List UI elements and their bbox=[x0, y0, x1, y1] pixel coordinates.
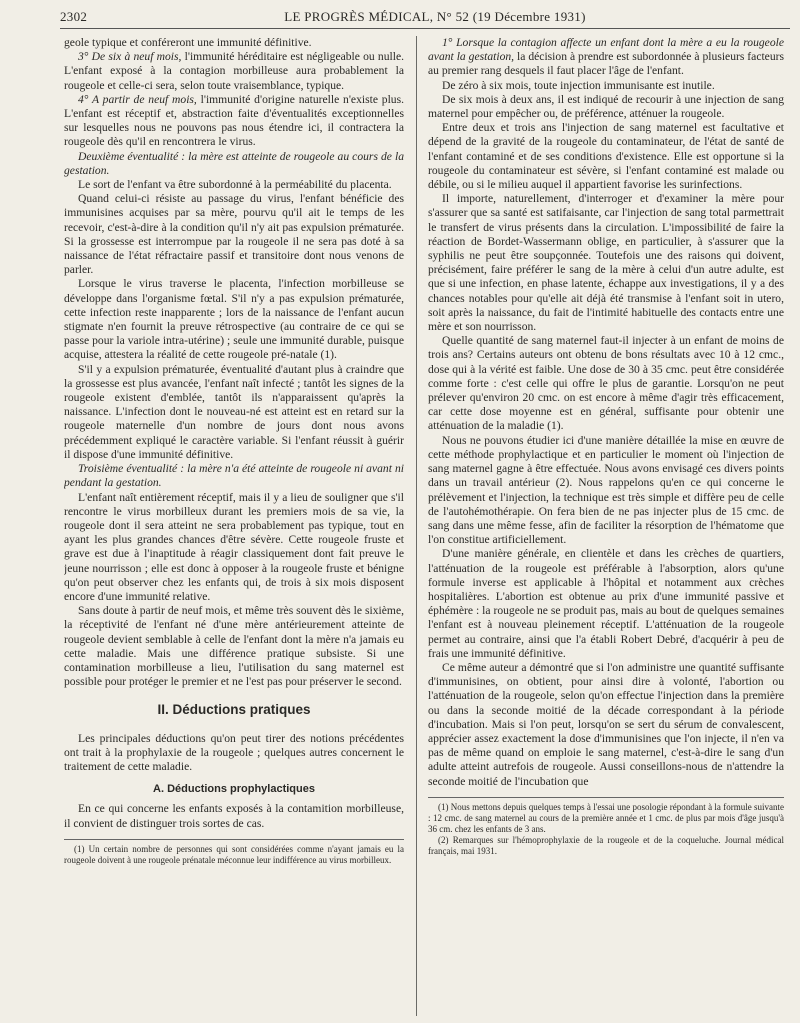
subsection-title: A. Déductions prophylactiques bbox=[153, 783, 315, 796]
paragraph-lead: 1° Lorsque la contagion affecte un enfant dont la mère a eu la rougeole avant la gestation, bbox=[428, 36, 784, 64]
footnote: (1) Nous mettons depuis quelques temps à l'essai une posologie répondant à la formule suivante : 12 cmc. de sang maternel au cours de la première année et 1 cmc. de plus par mois d'âge jusqu'à 36 cm. chez les enfants de 3 ans. bbox=[428, 801, 784, 834]
footnote: (2) Remarques sur l'hémoprophylaxie de la rougeole et de la coqueluche. Journal médical français, mai 1931. bbox=[428, 834, 784, 856]
right-column bbox=[428, 36, 784, 1016]
paragraph: De zéro à six mois, toute injection immunisante est inutile. bbox=[442, 78, 715, 92]
paragraph: Sans doute à partir de neuf mois, et même très souvent dès le sixième, la réceptivité de l'enfant né d'une mère antérieurement atteinte de rougeole devient semblable à celle de l'enfant dont la mère n'a jamais eu cette maladie. Mais une différence pratique subsiste. Si une contamination morbilleuse a lieu, l'utilisation du sang maternel est possible pour protéger le premier et ne l'est pas pour préserver le second. bbox=[64, 604, 404, 689]
paragraph: Nous ne pouvons étudier ici d'une manière détaillée la mise en œuvre de cette méthode prophylactique et en particulier le moment où l'injection de sang maternel gagne à être effectuée. Nous avons envisagé ces divers points dans un travail antérieur (2). Nous rappelons qu'en ce qui concerne le prélèvement et l'injection, la technique est très simple et diffère peu de celle de l'autohémothérapie. On fera bien de ne pas injecter plus de 15 cmc. de sang dans une même fesse, afin de faciliter la résorption de l'hématome que l'on constitue artificiellement. bbox=[428, 433, 784, 547]
paragraph: Lorsque le virus traverse le placenta, l'infection morbilleuse se développe dans l'organisme fœtal. S'il n'y a pas expulsion prématurée, cette infection reste inapparente ; lors de la naissance de l'enfant aucun stigmate n'en fournit la preuve rétrospective (au contraire de ce qui se passe pour la variole intra-utérine) ; seule une immunité durable, puisque acquise, attestera la réalité de cette rougeole pré-natale (1). bbox=[64, 277, 404, 362]
section-title: II. Déductions pratiques bbox=[157, 702, 311, 718]
paragraph bbox=[64, 50, 404, 93]
column-divider bbox=[416, 36, 417, 1016]
paragraph-text: la décision à prendre est subordonnée à plusieurs facteurs au premier rang desquels il faut placer l'âge de l'enfant. bbox=[428, 50, 784, 78]
page-number: 2302 bbox=[60, 9, 88, 24]
paragraph: geole typique et conféreront une immunité définitive. bbox=[64, 36, 312, 49]
paragraph: Il importe, naturellement, d'interroger et d'examiner la mère pour s'assurer que sa santé est satifaisante, car l'injection de sang total parmettrait le transfert de virus présents dans la circulation. L'impossibilité de faire la réaction de Bordet-Wassermann oblige, en particulier, à s'assurer que la syphilis ne peut être soupçonnée. Toutefois une des raisons qui doivent, précisément, faire préférer le sang de la mère à celui d'un autre adulte, est que si une infection, en phase latente, échappe aux investigations, il y a des chances notables pour qu'elle ait déjà été transmise à l'enfant soit in utero, soit après la naissance, du fait de l'intimité habituelle des contacts entre une mère et son nourrisson. bbox=[428, 192, 784, 334]
paragraph: L'enfant naît entièrement réceptif, mais il y a lieu de souligner que s'il rencontre le virus morbilleux durant les premiers mois de sa vie, la rougeole dont il sera atteint ne sera probablement pas typique, tout en ayant les plus grandes chances d'être sévère. Cette rougeole fruste et grave est due à l'inaptitude à réagir classiquement dont fait preuve le jeune nourrisson ; elle est donc à opposer à la rougeole fruste et bénigne qu'on peut observer chez les enfants qui, de trois à six mois disposent encore d'une immunité relative. bbox=[64, 490, 404, 603]
footnotes bbox=[64, 839, 404, 866]
paragraph: De six mois à deux ans, il est indiqué de recourir à une injection de sang maternel pour empêcher ou, de préférence, atténuer la rougeole. bbox=[428, 92, 784, 121]
paragraph: En ce qui concerne les enfants exposés à la contamition morbilleuse, il convient de distinguer trois sortes de cas. bbox=[64, 802, 404, 830]
case-heading: Troisième éventualité : la mère n'a été atteinte de rougeole ni avant ni pendant la gestation. bbox=[64, 462, 404, 490]
paragraph-text: l'immunité d'origine naturelle n'existe plus. L'enfant est réceptif et, abstraction faite d'éventualités exceptionnelles sur lesquelles nous ne pouvons pas nous étendre ici, il contractera la rougeole dès qu'il en rencontrera le virus. bbox=[64, 92, 404, 149]
footnote: (1) Un certain nombre de personnes qui sont considérées comme n'ayant jamais eu la rougeole doivent à une rougeole prénatale méconnue leur indifférence au virus morbilleux. bbox=[64, 843, 404, 865]
paragraph-lead: 4° A partir de neuf mois, bbox=[78, 92, 197, 106]
paragraph bbox=[428, 36, 784, 79]
paragraph: D'une manière générale, en clientèle et dans les crèches de quartiers, l'atténuation de la rougeole est préférable à l'absorption, alors qu'une formule inverse est applicable à l'hôpital et notamment aux crèches hospitalières. L'abortion est obtenue au prix d'une immunité passive et éphémère : la rougeole ne se produit pas, mais au bout de quelques semaines l'enfant est à nouveau pleinement réceptif. L'atténuation de la rougeole permet au contraire, ainsi que l'a établi Robert Debré, d'acquérir à peu de frais une immunité définitive. bbox=[428, 547, 784, 660]
paragraph-lead: 3° De six à neuf mois, bbox=[78, 50, 182, 64]
left-column bbox=[64, 36, 404, 1016]
paragraph: Ce même auteur a démontré que si l'on administre une quantité suffisante d'immunisines, on obtient, pour ainsi dire à volonté, l'abortion ou l'atténuation de la rougeole, selon qu'on effectue l'injection dans la première ou dans la seconde moitié de la décade correspondant à la période d'incubation. Mais si l'on peut, lorsqu'on se sert du sérum de convalescent, apprécier assez exactement la dose d'immunisines que l'on injecte, il n'en va pas de même quand on emploie le sang maternel, c'est-à-dire le sang d'un adulte atteint autrefois de rougeole. Aussi conseillons-nous de n'attendre la seconde moitié de l'incubation que bbox=[428, 660, 784, 788]
paragraph bbox=[64, 93, 404, 150]
running-title: LE PROGRÈS MÉDICAL, N° 52 (19 Décembre 1931) bbox=[284, 9, 586, 24]
paragraph: Quand celui-ci résiste au passage du virus, l'enfant bénéficie des immunisines acquises par sa mère, pourvu qu'il ait le temps de les recevoir, c'est-à-dire à la condition qu'il n'y ait pas expulsion prématurée. Si la grossesse est interrompue par la rougeole il ne sera pas doté à sa naissance de l'état réfractaire passif et transitoire dont nous venons de parler. bbox=[64, 192, 404, 277]
case-heading: Deuxième éventualité : la mère est atteinte de rougeole au cours de la gestation. bbox=[64, 149, 404, 177]
paragraph: Le sort de l'enfant va être subordonné à la perméabilité du placenta. bbox=[78, 178, 392, 192]
paragraph: Quelle quantité de sang maternel faut-il injecter à un enfant de moins de trois ans? Certains auteurs ont obtenu de bons résultats avec 10 à 12 cmc., dose qui à la vérité est faible. Une dose de 30 à 35 cmc. peut être considérée comme forte : c'est celle qui offre le plus de garantie. Lorsqu'on ne peut prélever qu'environ 20 cmc. on est encore à même d'agir très efficacement, car cette dose moyenne est en général, suffisante pour obtenir une atténuation de la maladie (1). bbox=[428, 334, 784, 433]
paragraph: Entre deux et trois ans l'injection de sang maternel est facultative et dépend de la gravité de la rougeole du contaminateur, de l'état de santé de l'enfant contaminé et de ses conditions d'existence. Elle est opportune si la rougeole du contaminateur est sévère, si l'enfant contaminé est malade ou débile, ou si le milieu auquel il appartient favorise les surinfections. bbox=[428, 121, 784, 192]
footnotes bbox=[428, 797, 784, 857]
paragraph-text: l'immunité héréditaire est négligeable ou nulle. L'enfant exposé à la contagion morbilleuse aura probablement la rougeole et celle-ci sera, selon toute vraisemblance, typique. bbox=[64, 50, 404, 92]
page-header bbox=[60, 6, 790, 29]
paragraph: S'il y a expulsion prématurée, éventualité d'autant plus à craindre que la grossesse est plus avancée, l'enfant naît infecté ; tantôt les signes de la rougeole existent d'emblée, tantôt ils n'apparaissent qu'après la naissance. L'infection dont le nouveau-né est atteint est en retard sur la rougeole maternelle d'un nombre de jours dont nous avons précédemment expliqué le caractère variable. Si l'enfant réussit à guérir il dispose d'une immunité définitive. bbox=[64, 362, 404, 461]
paragraph: Les principales déductions qu'on peut tirer des notions précédentes ont trait à la prophylaxie de la rougeole ; quelques autres concernent le traitement de cette maladie. bbox=[64, 731, 404, 773]
